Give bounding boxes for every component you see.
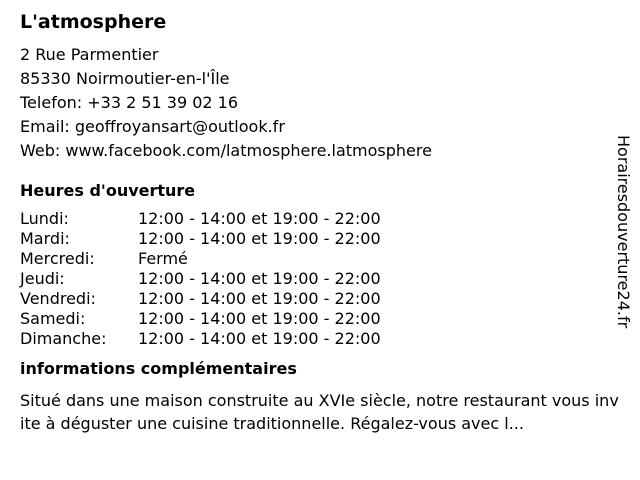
hours-row bbox=[20, 269, 610, 289]
day-label: Lundi: bbox=[20, 209, 69, 228]
day-hours: 12:00 - 14:00 et 19:00 - 22:00 bbox=[138, 209, 381, 228]
hours-table bbox=[20, 209, 610, 349]
day-label: Mercredi: bbox=[20, 249, 95, 268]
hours-heading: Heures d'ouverture bbox=[20, 181, 196, 200]
phone-line: Telefon: +33 2 51 39 02 16 bbox=[20, 93, 239, 112]
info-description: Situé dans une maison construite au XVIe siècle, notre restaurant vous invite à déguster une cuisine traditionnelle. Régalez-vous avec l... bbox=[20, 391, 619, 433]
day-hours: 12:00 - 14:00 et 19:00 - 22:00 bbox=[138, 309, 381, 328]
site-watermark: Horairesdouverture24.fr bbox=[614, 135, 633, 329]
day-label: Samedi: bbox=[20, 309, 86, 328]
day-label: Dimanche: bbox=[20, 329, 107, 348]
day-hours: 12:00 - 14:00 et 19:00 - 22:00 bbox=[138, 329, 381, 348]
hours-row bbox=[20, 209, 610, 229]
web-line: Web: www.facebook.com/latmosphere.latmosphere bbox=[20, 141, 432, 160]
day-label: Jeudi: bbox=[20, 269, 65, 288]
day-hours: 12:00 - 14:00 et 19:00 - 22:00 bbox=[138, 289, 381, 308]
day-hours: 12:00 - 14:00 et 19:00 - 22:00 bbox=[138, 229, 381, 248]
day-hours: 12:00 - 14:00 et 19:00 - 22:00 bbox=[138, 269, 381, 288]
hours-row bbox=[20, 249, 610, 269]
hours-row bbox=[20, 329, 610, 349]
postal-city: 85330 Noirmoutier-en-l'Île bbox=[20, 69, 230, 88]
hours-row bbox=[20, 289, 610, 309]
hours-row bbox=[20, 309, 610, 329]
info-heading: informations complémentaires bbox=[20, 359, 297, 378]
address-block bbox=[20, 43, 610, 163]
day-hours: Fermé bbox=[138, 249, 188, 268]
business-card bbox=[20, 10, 619, 435]
business-name: L'atmosphere bbox=[20, 11, 167, 33]
hours-row bbox=[20, 229, 610, 249]
day-label: Mardi: bbox=[20, 229, 70, 248]
day-label: Vendredi: bbox=[20, 289, 96, 308]
email-line: Email: geoffroyansart@outlook.fr bbox=[20, 117, 285, 136]
street-address: 2 Rue Parmentier bbox=[20, 45, 159, 64]
